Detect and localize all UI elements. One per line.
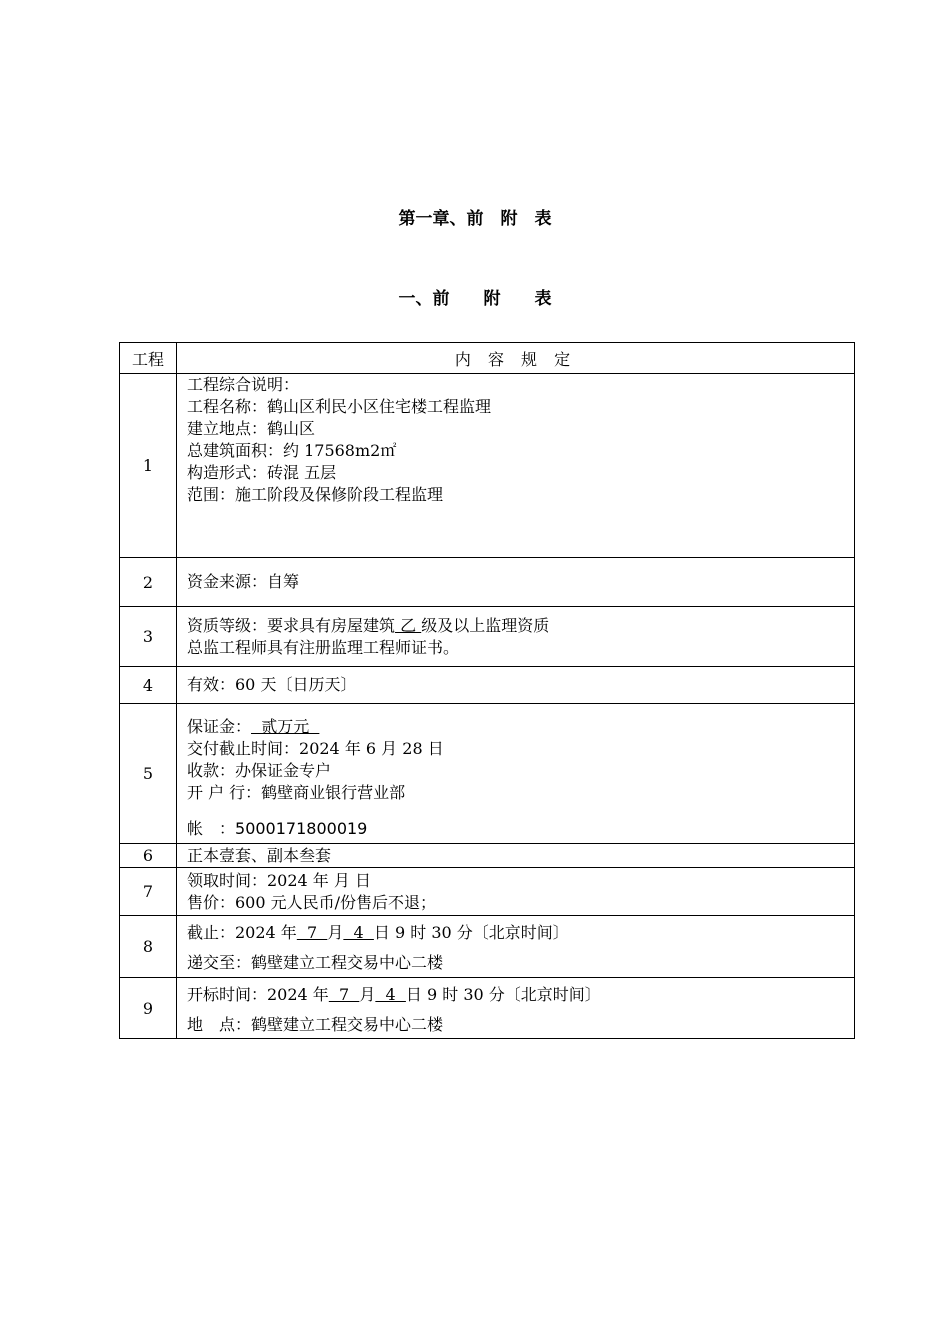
text-line: [187, 738, 854, 760]
row-content: [177, 607, 855, 667]
text-segment: 地 点：: [187, 1015, 252, 1034]
text-line: [187, 615, 854, 637]
month-value: 7: [296, 923, 328, 942]
row-number: 7: [120, 868, 177, 916]
text-segment: 月: [359, 985, 376, 1004]
text-segment: 保证金：: [187, 717, 252, 736]
chapter-title: 第一章、前 附 表: [398, 209, 552, 229]
table-row: [120, 704, 855, 844]
table-row: [120, 978, 855, 1039]
text-line: [187, 716, 854, 738]
text-line: 售价：600 元人民币/份售后不退；: [187, 892, 437, 912]
text-line: 领取时间：2024 年 月 日: [187, 870, 371, 890]
row-content: [177, 978, 855, 1039]
row-number: 4: [120, 667, 177, 704]
text-line: [187, 984, 854, 1006]
row-content: [177, 374, 855, 558]
account-number: 5000171800019: [235, 819, 368, 838]
text-segment: 截止：2024 年: [187, 923, 297, 942]
row-content: [177, 704, 855, 844]
text-line: 收款：办保证金专户: [187, 761, 332, 780]
table-row: [120, 868, 855, 916]
text-segment: 时间：2024 年 6 月 28 日: [251, 739, 444, 758]
table-row: [120, 844, 855, 868]
deposit-amount: 贰万元: [251, 717, 320, 736]
table-row: [120, 916, 855, 978]
row-number: 2: [120, 558, 177, 607]
text-line: [187, 1014, 854, 1036]
day-value: 4: [343, 923, 374, 942]
text-line: 构造形式：砖混 五层: [187, 463, 337, 482]
row-content: [177, 916, 855, 978]
underlined-value: 乙: [395, 615, 422, 635]
row-number: 1: [120, 374, 177, 558]
text-line: [187, 922, 854, 944]
header-content: 内 容 规 定: [177, 343, 855, 374]
row-content: [177, 667, 855, 704]
text-segment: 交付截止: [187, 739, 252, 758]
table-row: [120, 558, 855, 607]
row-content: [177, 868, 855, 916]
section-title: 一、前 附 表: [398, 289, 552, 309]
text-segment: 级及以上监理资质: [421, 615, 550, 635]
day-value: 4: [375, 985, 406, 1004]
text-line: 工程综合说明：: [187, 375, 300, 394]
text-line: [187, 952, 854, 974]
table-row: [120, 607, 855, 667]
table-row: [120, 667, 855, 704]
row-number: 8: [120, 916, 177, 978]
opening-place: 鹤壁建立工程交易中心二楼: [251, 1015, 444, 1034]
text-line: 有效：60 天〔日历天〕: [187, 675, 357, 694]
text-segment: 月: [327, 923, 344, 942]
text-segment: 日 9 时 30 分〔北京时间〕: [405, 985, 601, 1004]
text-line: 建立地点：鹤山区: [187, 419, 316, 438]
row-number: 9: [120, 978, 177, 1039]
row-number: 5: [120, 704, 177, 844]
text-line: [187, 818, 854, 840]
text-line: 正本壹套、副本叁套: [187, 845, 332, 865]
text-line: 资金来源：自筹: [187, 572, 300, 591]
table-header-row: [120, 343, 855, 374]
text-segment: 资质等级：要求具有房屋建筑: [187, 615, 396, 635]
header-project: 工程: [120, 343, 177, 374]
row-number: 6: [120, 844, 177, 868]
row-number: 3: [120, 607, 177, 667]
text-segment: 递交至：: [187, 953, 252, 972]
row-content: [177, 844, 855, 868]
row-content: [177, 558, 855, 607]
text-line: 开 户 行：鹤壁商业银行营业部: [187, 783, 406, 802]
text-line: 总建筑面积：约 17568m2㎡: [187, 441, 397, 460]
text-line: 工程名称：鹤山区利民小区住宅楼工程监理: [187, 397, 492, 416]
attachment-table: [119, 342, 855, 1039]
month-value: 7: [328, 985, 360, 1004]
text-segment: 帐 ：: [187, 819, 236, 838]
text-line: 总监工程师具有注册监理工程师证书。: [187, 637, 460, 657]
text-segment: 日 9 时 30 分〔北京时间〕: [373, 923, 569, 942]
text-segment: 开标时间：2024 年: [187, 985, 329, 1004]
submission-place: 鹤壁建立工程交易中心二楼: [251, 953, 444, 972]
table-row: [120, 374, 855, 558]
text-line: 范围：施工阶段及保修阶段工程监理: [187, 485, 444, 504]
